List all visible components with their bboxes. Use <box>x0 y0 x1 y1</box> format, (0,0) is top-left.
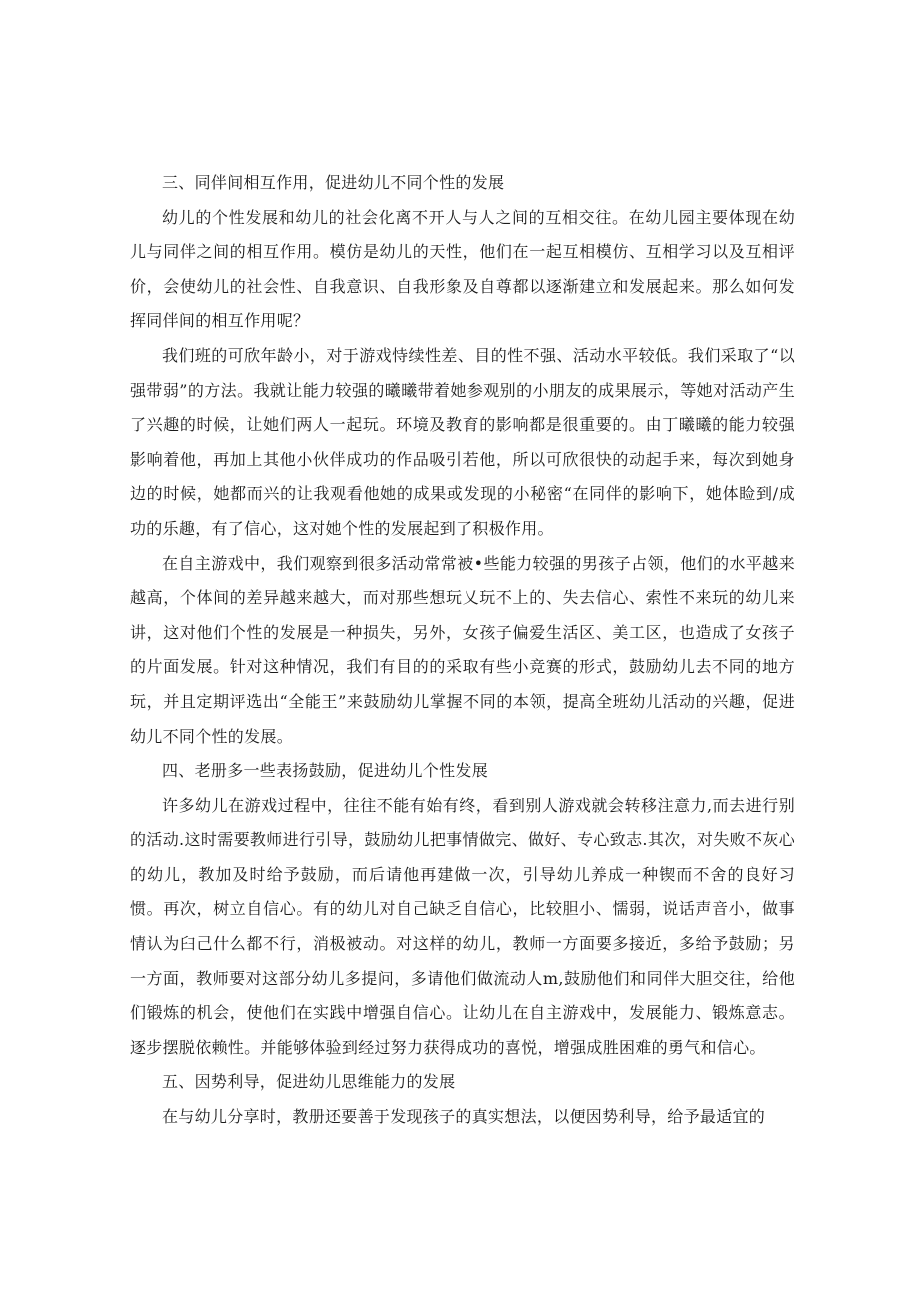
paragraph: 我们班的可欣年龄小，对于游戏恃续性差、目的性不强、活动水平较低。我们采取了“以强带弱”的方法。我就让能力较强的曦曦带着她参观别的小朋友的成果展示，等她对活动产生了兴趣的时候，让她们两人一起玩。环境及教育的影响都是很重要的。由丁曦曦的能力较强影响着他，再加上其他小伙伴成功的作品吸引若他，所以可欣很快的动起手来，每次到她身边的时候，她都而兴的让我观看他她的成果或发现的小秘密“在同伴的影响下，她体睑到/成功的乐趣，有了信心，这对她个性的发展起到了积极作用。 <box>130 345 795 538</box>
section-heading-4: 四、老册多一些表扬鼓励，促进幼儿个性发展 <box>162 761 489 781</box>
paragraph: 在自主游戏中，我们观察到很多活动常常被•些能力较强的男孩子占领，他们的水平越来越高，个体间的差异越来越大，而对那些想玩乂玩不上的、失去信心、索性不来玩的幼儿来讲，这对他们个性的发展是一种损失，另外，女孩子偏爱生活区、美工区，也造成了女孩子的片面发展。针对这种情况，我们有目的的采取有些小竞赛的形式，鼓励幼儿去不同的地方玩，并且定期评选出“全能王”来鼓励幼儿掌握不同的本领，提高全班幼儿活动的兴趣，促进幼儿不同个性的发展。 <box>130 553 795 746</box>
section-heading-3: 三、同伴间相互作用，促进幼儿不同个性的发展 <box>162 173 505 192</box>
document-body <box>130 166 795 1135</box>
paragraph: 许多幼儿在游戏过程中，往往不能有始有终，看到别人游戏就会转移注意力,而去进行别的活动.这时需要教师进行引导，鼓励幼儿把事情做完、做好、专心致志.其次，对失败不灰心的幼儿，教加及时给予鼓励，而后请他再建做一次，引导幼儿养成一种锲而不舍的良好习惯。再次，树立自信心。有的幼儿对自己缺乏自信心，比较胆小、懦弱，说话声音小，做事情认为臼己什么都不行，消极被动。对这样的幼儿，教师一方面要多接近，多给予鼓励；另一方面，教师要对这部分幼儿多提问，多请他们做流动人m,鼓励他们和同伴大胆交往，给他们锻炼的机会，使他们在实践中增强自信心。让幼儿在自主游戏中，发展能力、锻炼意志。逐步摆脱依赖性。并能够体验到经过努力获得成功的喜悦，增强成胜困难的勇气和信心。 <box>130 795 795 1057</box>
paragraph: 在与幼儿分享时，教册还要善于发现孩子的真实想法，以便因势利导，给予最适宜的 <box>162 1107 766 1127</box>
paragraph: 幼儿的个性发展和幼儿的社会化离不开人与人之间的互相交往。在幼儿园主要体现在幼儿与同伴之间的相互作用。模仿是幼儿的天性，他们在一起互相模仿、互相学习以及互相评价，会使幼儿的社会性、自我意识、自我形象及自尊都以逐渐建立和发展起来。那么如何发挥同伴间的相互作用呢？ <box>130 207 795 331</box>
section-heading-5: 五、因势利导，促进幼儿思维能力的发展 <box>162 1072 456 1092</box>
